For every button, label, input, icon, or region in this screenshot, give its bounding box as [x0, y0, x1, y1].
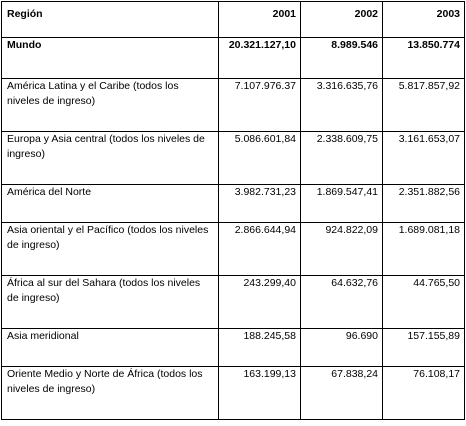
- value-2001: 163.199,13: [219, 367, 301, 420]
- row-region: América del Norte: [2, 185, 219, 223]
- header-2003: 2003: [383, 2, 465, 38]
- header-2001: 2001: [219, 2, 301, 38]
- value-2003: 13.850.774: [383, 38, 465, 79]
- table-row: [2, 276, 465, 329]
- row-region: Europa y Asia central (todos los niveles de ingreso): [2, 132, 219, 185]
- value-2003: 3.161.653,07: [383, 132, 465, 185]
- row-region: Asia meridional: [2, 329, 219, 367]
- row-region: Mundo: [2, 38, 219, 79]
- value-2002: 3.316.635,76: [301, 79, 383, 132]
- table-row: [2, 223, 465, 276]
- value-2003: 1.689.081,18: [383, 223, 465, 276]
- value-2003: 2.351.882,56: [383, 185, 465, 223]
- row-region: América Latina y el Caribe (todos los niveles de ingreso): [2, 79, 219, 132]
- header-region: Región: [2, 2, 219, 38]
- value-2001: 243.299,40: [219, 276, 301, 329]
- value-2002: 924.822,09: [301, 223, 383, 276]
- table-row: [2, 79, 465, 132]
- table-row: [2, 38, 465, 79]
- value-2001: 7.107.976.37: [219, 79, 301, 132]
- value-2003: 44.765,50: [383, 276, 465, 329]
- value-2002: 96.690: [301, 329, 383, 367]
- row-region: Asia oriental y el Pacífico (todos los niveles de ingreso): [2, 223, 219, 276]
- table-row: [2, 185, 465, 223]
- value-2002: 64.632,76: [301, 276, 383, 329]
- value-2002: 1.869.547,41: [301, 185, 383, 223]
- value-2001: 5.086.601,84: [219, 132, 301, 185]
- table-row: [2, 132, 465, 185]
- value-2001: 2.866.644,94: [219, 223, 301, 276]
- value-2001: 20.321.127,10: [219, 38, 301, 79]
- row-region: Oriente Medio y Norte de África (todos los niveles de ingreso): [2, 367, 219, 420]
- value-2002: 67.838,24: [301, 367, 383, 420]
- region-data-table: [1, 1, 465, 420]
- value-2003: 76.108,17: [383, 367, 465, 420]
- row-region: África al sur del Sahara (todos los niveles de ingreso): [2, 276, 219, 329]
- table-row: [2, 367, 465, 420]
- value-2003: 5.817.857,92: [383, 79, 465, 132]
- value-2003: 157.155,89: [383, 329, 465, 367]
- table-header-row: [2, 2, 465, 38]
- table-row: [2, 329, 465, 367]
- value-2002: 8.989.546: [301, 38, 383, 79]
- value-2002: 2.338.609,75: [301, 132, 383, 185]
- header-2002: 2002: [301, 2, 383, 38]
- value-2001: 3.982.731,23: [219, 185, 301, 223]
- value-2001: 188.245,58: [219, 329, 301, 367]
